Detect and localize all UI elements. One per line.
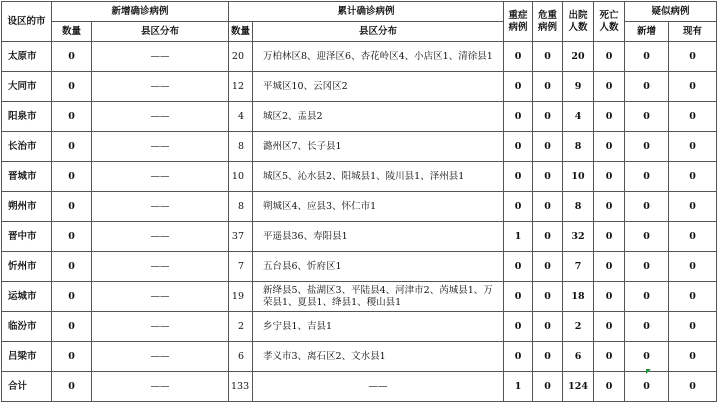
new-count-cell: 0 [52, 42, 92, 72]
cum-district-cell: 城区2、盂县2 [253, 102, 504, 132]
suspected-new-cell: 0 [625, 282, 669, 312]
city-header: 设区的市 [2, 2, 52, 42]
deaths-cell: 0 [594, 72, 625, 102]
cum-district-cell: 新绛县5、盐湖区3、平陆县4、河津市2、芮城县1、万荣县1、夏县1、绛县1、稷山县1 [253, 282, 504, 312]
suspected-current-cell: 0 [669, 372, 717, 402]
new-count-cell: 0 [52, 252, 92, 282]
cum-district-subheader: 县区分布 [253, 22, 504, 42]
critical-cell: 0 [533, 72, 563, 102]
suspected-current-cell: 0 [669, 222, 717, 252]
city-cell: 合计 [2, 372, 52, 402]
new-count-cell: 0 [52, 102, 92, 132]
suspected-new-cell: 0 [625, 252, 669, 282]
new-district-cell: —— [92, 252, 229, 282]
suspected-new-cell: 0 [625, 102, 669, 132]
cum-count-cell: 8 [229, 192, 253, 222]
table-row [2, 342, 717, 372]
severe-cell: 0 [504, 102, 533, 132]
deaths-cell: 0 [594, 42, 625, 72]
discharged-cell: 4 [563, 102, 594, 132]
discharged-cell: 2 [563, 312, 594, 342]
city-cell: 长治市 [2, 132, 52, 162]
suspected-new-cell: 0 [625, 372, 669, 402]
table-row [2, 222, 717, 252]
discharged-cell: 7 [563, 252, 594, 282]
suspected-new-subheader: 新增 [625, 22, 669, 42]
new-district-cell: —— [92, 372, 229, 402]
cum-count-cell: 12 [229, 72, 253, 102]
severe-cell: 0 [504, 72, 533, 102]
discharged-cell: 10 [563, 162, 594, 192]
critical-cell: 0 [533, 162, 563, 192]
severe-cell: 0 [504, 132, 533, 162]
severe-cell: 1 [504, 222, 533, 252]
new-count-subheader: 数量 [52, 22, 92, 42]
cum-district-cell: 平城区10、云冈区2 [253, 72, 504, 102]
covid-case-table [1, 1, 717, 402]
suspected-current-cell: 0 [669, 342, 717, 372]
critical-cell: 0 [533, 252, 563, 282]
new-district-cell: —— [92, 42, 229, 72]
critical-cell: 0 [533, 372, 563, 402]
new-count-cell: 0 [52, 162, 92, 192]
new-district-cell: —— [92, 342, 229, 372]
suspected-current-cell: 0 [669, 42, 717, 72]
discharged-cell: 20 [563, 42, 594, 72]
table-row [2, 42, 717, 72]
city-cell: 太原市 [2, 42, 52, 72]
new-count-cell: 0 [52, 282, 92, 312]
critical-cell: 0 [533, 282, 563, 312]
cum-count-cell: 2 [229, 312, 253, 342]
critical-cell: 0 [533, 42, 563, 72]
new-district-cell: —— [92, 222, 229, 252]
suspected-current-cell: 0 [669, 282, 717, 312]
discharged-cell: 9 [563, 72, 594, 102]
suspected-new-cell: 0 [625, 162, 669, 192]
deaths-header: 死亡人数 [594, 2, 625, 42]
new-district-cell: —— [92, 72, 229, 102]
cum-count-cell: 10 [229, 162, 253, 192]
deaths-cell: 0 [594, 252, 625, 282]
table-row [2, 132, 717, 162]
deaths-cell: 0 [594, 162, 625, 192]
new-district-cell: —— [92, 282, 229, 312]
cum-district-cell: 平遥县36、寿阳县1 [253, 222, 504, 252]
critical-cell: 0 [533, 192, 563, 222]
total-row [2, 372, 717, 402]
critical-cell: 0 [533, 132, 563, 162]
suspected-current-cell: 0 [669, 192, 717, 222]
discharged-cell: 124 [563, 372, 594, 402]
suspected-new-cell: 0 [625, 342, 669, 372]
city-cell: 吕梁市 [2, 342, 52, 372]
new-district-cell: —— [92, 102, 229, 132]
cum-district-cell: 潞州区7、长子县1 [253, 132, 504, 162]
cum-count-cell: 20 [229, 42, 253, 72]
critical-header: 危重病例 [533, 2, 563, 42]
cum-count-subheader: 数量 [229, 22, 253, 42]
critical-cell: 0 [533, 342, 563, 372]
suspected-new-cell: 0 [625, 312, 669, 342]
cum-count-cell: 37 [229, 222, 253, 252]
deaths-cell: 0 [594, 372, 625, 402]
deaths-cell: 0 [594, 282, 625, 312]
severe-cell: 0 [504, 252, 533, 282]
cum-count-cell: 6 [229, 342, 253, 372]
new-count-cell: 0 [52, 72, 92, 102]
severe-cell: 0 [504, 282, 533, 312]
deaths-cell: 0 [594, 192, 625, 222]
suspected-new-cell: 0 [625, 72, 669, 102]
cum-count-cell: 7 [229, 252, 253, 282]
suspected-current-cell: 0 [669, 162, 717, 192]
cum-district-cell: —— [253, 372, 504, 402]
severe-cell: 0 [504, 42, 533, 72]
deaths-cell: 0 [594, 102, 625, 132]
city-cell: 大同市 [2, 72, 52, 102]
city-cell: 阳泉市 [2, 102, 52, 132]
new-count-cell: 0 [52, 342, 92, 372]
discharged-cell: 32 [563, 222, 594, 252]
critical-cell: 0 [533, 312, 563, 342]
severe-cell: 0 [504, 342, 533, 372]
discharged-cell: 8 [563, 192, 594, 222]
city-cell: 朔州市 [2, 192, 52, 222]
suspected-current-subheader: 现有 [669, 22, 717, 42]
table-row [2, 252, 717, 282]
cum-count-cell: 4 [229, 102, 253, 132]
deaths-cell: 0 [594, 312, 625, 342]
cum-count-cell: 133 [229, 372, 253, 402]
table-row [2, 192, 717, 222]
header-row-1 [2, 2, 717, 22]
new-count-cell: 0 [52, 222, 92, 252]
new-district-cell: —— [92, 132, 229, 162]
cum-count-cell: 8 [229, 132, 253, 162]
city-cell: 临汾市 [2, 312, 52, 342]
cumulative-header: 累计确诊病例 [229, 2, 504, 22]
suspected-new-cell: 0 [625, 192, 669, 222]
table-row [2, 72, 717, 102]
new-district-cell: —— [92, 192, 229, 222]
new-count-cell: 0 [52, 312, 92, 342]
suspected-current-cell: 0 [669, 312, 717, 342]
suspected-current-cell: 0 [669, 72, 717, 102]
new-count-cell: 0 [52, 372, 92, 402]
discharged-cell: 6 [563, 342, 594, 372]
discharged-cell: 8 [563, 132, 594, 162]
severe-cell: 0 [504, 312, 533, 342]
severe-cell: 1 [504, 372, 533, 402]
new-district-subheader: 县区分布 [92, 22, 229, 42]
severe-cell: 0 [504, 192, 533, 222]
severe-cell: 0 [504, 162, 533, 192]
deaths-cell: 0 [594, 342, 625, 372]
new-count-cell: 0 [52, 132, 92, 162]
suspected-current-cell: 0 [669, 132, 717, 162]
cum-district-cell: 乡宁县1、吉县1 [253, 312, 504, 342]
table-row [2, 102, 717, 132]
cum-count-cell: 19 [229, 282, 253, 312]
city-cell: 忻州市 [2, 252, 52, 282]
critical-cell: 0 [533, 102, 563, 132]
suspected-current-cell: 0 [669, 252, 717, 282]
suspected-new-cell: 0 [625, 132, 669, 162]
table-row [2, 282, 717, 312]
deaths-cell: 0 [594, 132, 625, 162]
table-row [2, 162, 717, 192]
cum-district-cell: 五台县6、忻府区1 [253, 252, 504, 282]
new-district-cell: —— [92, 162, 229, 192]
deaths-cell: 0 [594, 222, 625, 252]
city-cell: 运城市 [2, 282, 52, 312]
table-row [2, 312, 717, 342]
discharged-cell: 18 [563, 282, 594, 312]
severe-header: 重症病例 [504, 2, 533, 42]
corner-mark-icon [646, 369, 651, 374]
suspected-current-cell: 0 [669, 102, 717, 132]
suspected-new-cell: 0 [625, 222, 669, 252]
discharged-header: 出院人数 [563, 2, 594, 42]
new-district-cell: —— [92, 312, 229, 342]
cum-district-cell: 城区5、沁水县2、阳城县1、陵川县1、泽州县1 [253, 162, 504, 192]
cum-district-cell: 朔城区4、应县3、怀仁市1 [253, 192, 504, 222]
new-confirmed-header: 新增确诊病例 [52, 2, 229, 22]
new-count-cell: 0 [52, 192, 92, 222]
critical-cell: 0 [533, 222, 563, 252]
suspected-header: 疑似病例 [625, 2, 717, 22]
suspected-new-cell: 0 [625, 42, 669, 72]
city-cell: 晋城市 [2, 162, 52, 192]
cum-district-cell: 孝义市3、离石区2、文水县1 [253, 342, 504, 372]
cum-district-cell: 万柏林区8、迎泽区6、杏花岭区4、小店区1、清徐县1 [253, 42, 504, 72]
city-cell: 晋中市 [2, 222, 52, 252]
